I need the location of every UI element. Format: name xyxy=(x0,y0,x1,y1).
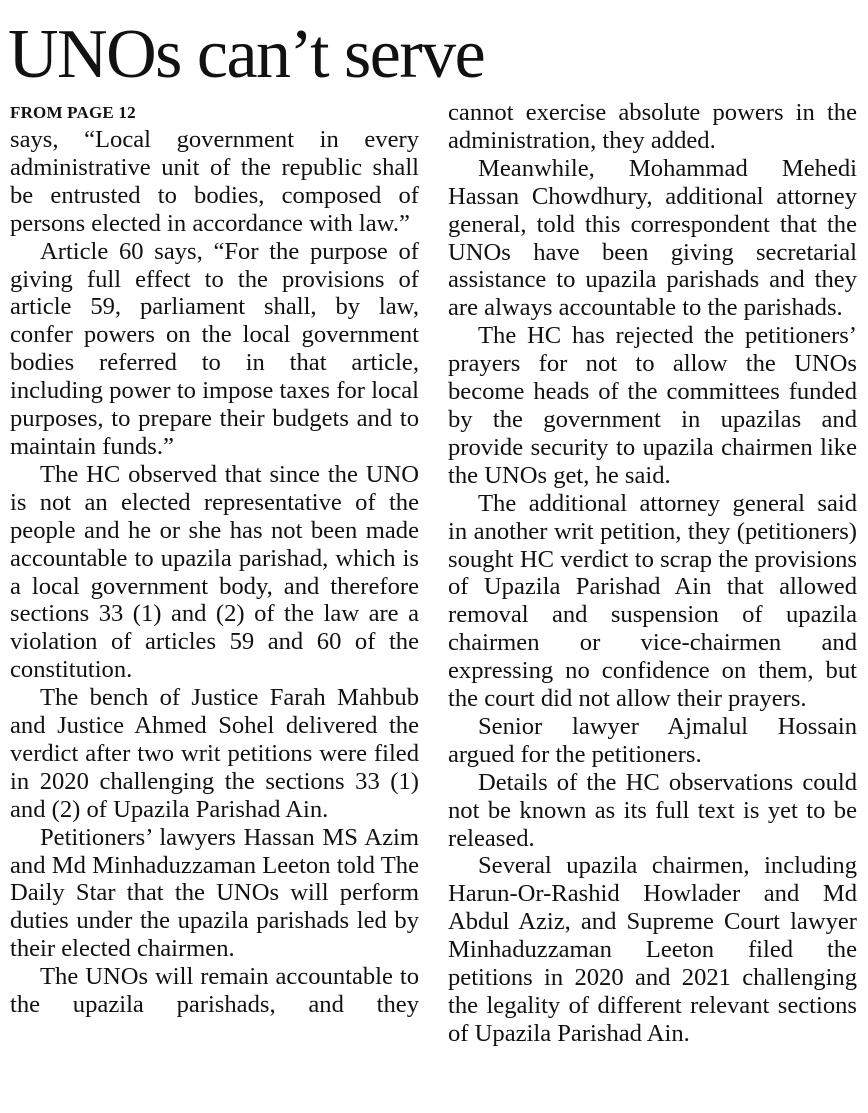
right-paragraph-7: Several upazila chairmen, including Harun-Or-Rashid Howlader and Md Abdul Aziz, and Supreme Court lawyer Minhaduzzaman Leeton filed the petitions in 2020 and 2021 challenging the legality of different relevant sections of Upazila Parishad Ain. xyxy=(448,852,857,1047)
continuation-kicker: FROM PAGE 12 xyxy=(10,103,136,122)
right-paragraph-1: cannot exercise absolute powers in the administration, they added. xyxy=(448,99,857,154)
right-column xyxy=(448,99,857,1048)
right-paragraph-5: Senior lawyer Ajmalul Hossain argued for the petitioners. xyxy=(448,712,857,768)
right-paragraph-4: The additional attorney general said in another writ petition, they (petitioners) sought HC verdict to scrap the provisions of Upazila Parishad Ain that allowed removal and suspension of upazila chairmen or vice-chairmen and expressing no confidence on them, but the court did not allow their prayers. xyxy=(448,489,857,713)
left-paragraph-3: The HC observed that since the UNO is not an elected representative of the people and he or she has not been made accountable to upazila parishad, which is a local government body, and therefore sections 33 (1) and (2) of the law are a violation of articles 59 and 60 of the constitution. xyxy=(10,460,419,684)
left-paragraph-4: The bench of Justice Farah Mahbub and Justice Ahmed Sohel delivered the verdict after two writ petitions were filed in 2020 challenging the sections 33 (1) and (2) of Upazila Parishad Ain. xyxy=(10,684,419,823)
left-paragraph-2: Article 60 says, “For the purpose of giving full effect to the provisions of article 59, parliament shall, by law, confer powers on the local government bodies referred to in that article, including power to impose taxes for local purposes, to prepare their budgets and to maintain funds.” xyxy=(10,237,419,460)
right-paragraph-2: Meanwhile, Mohammad Mehedi Hassan Chowdhury, additional attorney general, told this correspondent that the UNOs have been giving secretarial assistance to upazila parishads and they are always accountable to the parishads. xyxy=(448,154,857,322)
headline: UNOs can’t serve xyxy=(8,16,485,93)
left-column xyxy=(10,126,419,1019)
left-paragraph-5: Petitioners’ lawyers Hassan MS Azim and Md Minhaduzzaman Leeton told The Daily Star that the UNOs will perform duties under the upazila parishads led by their elected chairmen. xyxy=(10,823,419,963)
left-paragraph-1: says, “Local government in every administrative unit of the republic shall be entrusted to bodies, composed of persons elected in accordance with law.” xyxy=(10,126,419,237)
right-paragraph-6: Details of the HC observations could not be known as its full text is yet to be released. xyxy=(448,768,857,852)
right-paragraph-3: The HC has rejected the petitioners’ prayers for not to allow the UNOs become heads of the committees funded by the government in upazilas and provide security to upazila chairmen like the UNOs get, he said. xyxy=(448,322,857,489)
left-paragraph-6: The UNOs will remain accountable to the upazila parishads, and they xyxy=(10,963,419,1019)
